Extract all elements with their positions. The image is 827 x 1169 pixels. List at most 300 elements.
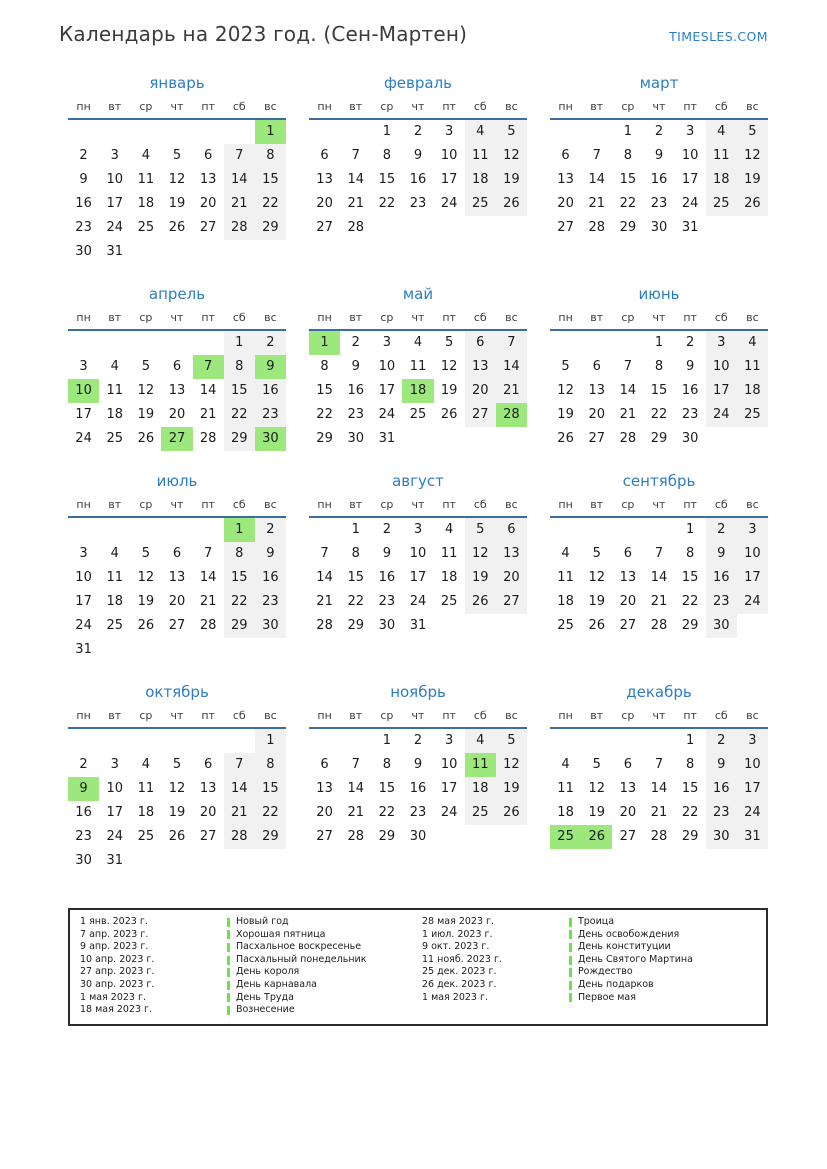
day-cell: 25 — [137, 829, 155, 844]
month-title: август — [392, 472, 444, 490]
day-cell: 12 — [737, 144, 768, 168]
day-cell: 19 — [440, 383, 458, 398]
empty-day-cell — [68, 729, 99, 753]
legend-column-right — [422, 916, 756, 1017]
weekday-header-row — [550, 707, 768, 729]
legend-date: 27 апр. 2023 г. — [80, 966, 155, 978]
legend-holiday-label: Пасхальный понедельник — [235, 953, 367, 965]
weekday-label: чт — [170, 498, 184, 511]
legend-holiday-label: Рождество — [577, 966, 633, 978]
legend-entry — [422, 992, 756, 1005]
day-cell: 31 — [378, 431, 396, 446]
day-cell: 18 — [106, 407, 123, 422]
day-cell: 20 — [619, 594, 637, 609]
holiday-marker-icon — [569, 943, 572, 952]
day-cell: 30 — [75, 853, 92, 868]
weekday-label: вт — [349, 311, 363, 324]
month-block-11 — [550, 681, 768, 849]
day-cell: 16 — [409, 172, 427, 187]
day-cell: 5 — [737, 120, 768, 144]
legend-date: 18 мая 2023 г. — [80, 1004, 153, 1016]
empty-day-cell — [643, 729, 674, 753]
day-cell: 10 — [409, 546, 427, 561]
day-cell: 5 — [172, 757, 182, 772]
empty-day-cell — [581, 729, 612, 753]
empty-day-cell — [550, 331, 581, 355]
day-cell: 29 — [255, 216, 286, 240]
month-title: июнь — [638, 285, 680, 303]
weekday-label: вт — [590, 100, 604, 113]
day-cell: 15 — [316, 383, 333, 398]
day-cell: 18 — [557, 594, 574, 609]
weekday-header-row — [309, 98, 527, 120]
weekday-label: сб — [714, 498, 728, 511]
day-cell: 18 — [137, 805, 155, 820]
day-cell: 9 — [351, 359, 360, 374]
day-cell: 31 — [106, 853, 123, 868]
day-cell: 8 — [654, 359, 664, 374]
day-cell: 11 — [465, 144, 496, 168]
day-cell: 27 — [496, 590, 527, 614]
weekday-label: чт — [652, 100, 666, 113]
day-cell: 19 — [168, 805, 186, 820]
day-cell: 23 — [75, 220, 92, 235]
day-cell: 20 — [199, 196, 217, 211]
day-cell: 16 — [409, 781, 427, 796]
empty-day-cell — [550, 518, 581, 542]
weekday-label: чт — [652, 709, 666, 722]
day-cell: 11 — [737, 355, 768, 379]
legend-date: 11 нояб. 2023 г. — [422, 953, 502, 965]
day-cell: 23 — [650, 196, 668, 211]
weekday-label: вс — [264, 709, 277, 722]
day-cell: 23 — [255, 590, 286, 614]
weekday-label: ср — [621, 100, 635, 113]
day-cell: 29 — [347, 618, 364, 633]
day-cell: 11 — [137, 781, 155, 796]
month-block-8 — [550, 470, 768, 638]
day-cell: 12 — [588, 781, 605, 796]
day-cell: 11 — [557, 570, 574, 585]
weekday-label: вс — [505, 709, 518, 722]
holiday-marker-icon — [227, 918, 230, 927]
day-cell: 15 — [681, 570, 699, 585]
day-cell: 2 — [382, 522, 391, 537]
site-link[interactable]: TIMESLES.COM — [669, 29, 768, 44]
empty-day-cell — [99, 120, 130, 144]
weekday-label: ср — [380, 498, 394, 511]
legend-date: 1 мая 2023 г. — [80, 991, 146, 1003]
day-cell: 28 — [588, 220, 605, 235]
day-cell: 25 — [465, 192, 496, 216]
day-cell: 19 — [588, 805, 605, 820]
day-cell: 12 — [168, 172, 186, 187]
day-cell: 13 — [316, 172, 333, 187]
day-cell: 28 — [199, 618, 217, 633]
month-title: июль — [156, 472, 198, 490]
day-cell: 4 — [141, 757, 150, 772]
day-cell: 17 — [75, 594, 92, 609]
weekday-label: вс — [746, 100, 759, 113]
day-cell: 19 — [465, 566, 496, 590]
day-cell: 16 — [75, 196, 92, 211]
weekday-label: пт — [683, 311, 697, 324]
legend-entry — [80, 941, 414, 954]
day-cell: 29 — [224, 427, 255, 451]
legend-date: 25 дек. 2023 г. — [422, 966, 497, 978]
day-cell: 13 — [199, 172, 217, 187]
weekday-label: вт — [590, 311, 604, 324]
month-block-4 — [309, 283, 527, 451]
day-cell: 20 — [496, 566, 527, 590]
weekday-header-row — [550, 496, 768, 518]
legend-holiday-label: День конституции — [577, 941, 671, 953]
month-block-7 — [309, 470, 527, 638]
day-cell: 17 — [681, 172, 699, 187]
day-cell: 22 — [681, 805, 699, 820]
day-cell: 8 — [685, 546, 695, 561]
month-days — [550, 729, 768, 849]
empty-day-cell — [581, 518, 612, 542]
day-cell: 28 — [224, 216, 255, 240]
day-cell: 25 — [106, 618, 123, 633]
day-cell: 21 — [650, 805, 668, 820]
holiday-day-cell: 1 — [309, 331, 340, 355]
month-block-5 — [550, 283, 768, 451]
holiday-marker-icon — [569, 981, 572, 990]
day-cell: 9 — [413, 148, 423, 163]
legend-holiday-label: День освобождения — [577, 928, 680, 940]
day-cell: 3 — [413, 522, 423, 537]
day-cell: 22 — [378, 805, 396, 820]
day-cell: 28 — [650, 618, 668, 633]
weekday-header-row — [309, 309, 527, 331]
day-cell: 28 — [224, 825, 255, 849]
day-cell: 16 — [75, 805, 92, 820]
day-cell: 13 — [557, 172, 574, 187]
day-cell: 17 — [706, 379, 737, 403]
day-cell: 7 — [496, 331, 527, 355]
month-title: февраль — [383, 74, 453, 92]
legend-entry — [80, 916, 414, 929]
legend-holiday-name — [569, 916, 614, 929]
weekday-label: пт — [683, 100, 697, 113]
day-cell: 26 — [440, 407, 458, 422]
day-cell: 1 — [351, 522, 360, 537]
day-cell: 16 — [706, 566, 737, 590]
day-cell: 6 — [465, 331, 496, 355]
day-cell: 20 — [316, 805, 333, 820]
day-cell: 18 — [557, 805, 574, 820]
day-cell: 8 — [320, 359, 329, 374]
day-cell: 17 — [378, 383, 396, 398]
day-cell: 6 — [320, 148, 329, 163]
day-cell: 27 — [168, 618, 186, 633]
weekday-header-row — [68, 496, 286, 518]
holiday-marker-icon — [569, 918, 572, 927]
day-cell: 17 — [106, 196, 123, 211]
weekday-label: вт — [108, 100, 122, 113]
day-cell: 14 — [347, 781, 364, 796]
holiday-day-cell: 28 — [496, 403, 527, 427]
day-cell: 8 — [382, 757, 391, 772]
legend-holiday-name — [227, 979, 317, 992]
day-cell: 19 — [557, 407, 574, 422]
holiday-day-cell: 9 — [68, 777, 99, 801]
day-cell: 14 — [588, 172, 605, 187]
legend-holiday-label: День Святого Мартина — [577, 953, 693, 965]
day-cell: 17 — [409, 570, 427, 585]
weekday-label: вс — [264, 100, 277, 113]
month-block-9 — [68, 681, 286, 873]
legend-holiday-label: Вознесение — [235, 1004, 295, 1016]
legend-holiday-name — [227, 954, 367, 967]
holiday-day-cell: 27 — [161, 427, 192, 451]
day-cell: 20 — [588, 407, 605, 422]
day-cell: 28 — [347, 220, 364, 235]
month-block-2 — [550, 72, 768, 240]
holiday-day-cell: 9 — [255, 355, 286, 379]
weekday-label: пт — [683, 498, 697, 511]
month-title: апрель — [148, 285, 206, 303]
day-cell: 6 — [172, 546, 182, 561]
weekday-label: вт — [108, 498, 122, 511]
day-cell: 14 — [496, 355, 527, 379]
weekday-label: пт — [201, 709, 215, 722]
day-cell: 23 — [409, 805, 427, 820]
holiday-marker-icon — [569, 968, 572, 977]
day-cell: 8 — [351, 546, 360, 561]
day-cell: 13 — [619, 570, 637, 585]
legend-date: 10 апр. 2023 г. — [80, 953, 155, 965]
day-cell: 23 — [681, 407, 699, 422]
day-cell: 30 — [650, 220, 668, 235]
day-cell: 15 — [224, 379, 255, 403]
day-cell: 8 — [382, 148, 391, 163]
weekday-label: ср — [139, 100, 153, 113]
day-cell: 22 — [681, 594, 699, 609]
holiday-day-cell: 7 — [193, 355, 224, 379]
day-cell: 13 — [496, 542, 527, 566]
weekday-label: вс — [505, 498, 518, 511]
holiday-marker-icon — [227, 930, 230, 939]
day-cell: 17 — [737, 566, 768, 590]
day-cell: 2 — [351, 335, 360, 350]
weekday-label: вс — [264, 498, 277, 511]
holiday-day-cell: 1 — [255, 120, 286, 144]
day-cell: 12 — [588, 570, 605, 585]
day-cell: 4 — [561, 757, 570, 772]
holiday-day-cell: 1 — [224, 518, 255, 542]
weekday-label: пн — [317, 311, 332, 324]
day-cell: 23 — [409, 196, 427, 211]
day-cell: 31 — [106, 244, 123, 259]
day-cell: 5 — [141, 546, 150, 561]
day-cell: 10 — [440, 757, 458, 772]
weekday-label: пт — [442, 311, 456, 324]
weekday-label: вт — [349, 498, 363, 511]
day-cell: 19 — [168, 196, 186, 211]
legend-entry — [80, 979, 414, 992]
month-title: ноябрь — [390, 683, 446, 701]
weekday-label: пн — [558, 100, 573, 113]
day-cell: 4 — [561, 546, 570, 561]
day-cell: 1 — [224, 331, 255, 355]
day-cell: 2 — [685, 335, 695, 350]
day-cell: 22 — [619, 196, 637, 211]
day-cell: 29 — [316, 431, 333, 446]
legend-holiday-label: День короля — [235, 966, 300, 978]
empty-day-cell — [340, 729, 371, 753]
day-cell: 19 — [588, 594, 605, 609]
day-cell: 27 — [199, 829, 217, 844]
day-cell: 26 — [588, 618, 605, 633]
day-cell: 7 — [320, 546, 329, 561]
day-cell: 19 — [137, 594, 155, 609]
day-cell: 19 — [737, 168, 768, 192]
month-title: декабрь — [626, 683, 692, 701]
empty-day-cell — [68, 120, 99, 144]
day-cell: 10 — [106, 781, 123, 796]
day-cell: 3 — [79, 359, 88, 374]
day-cell: 10 — [737, 753, 768, 777]
day-cell: 5 — [172, 148, 182, 163]
day-cell: 3 — [110, 148, 119, 163]
weekday-label: пт — [442, 100, 456, 113]
legend-holiday-name — [569, 992, 636, 1005]
day-cell: 29 — [378, 829, 396, 844]
weekday-header-row — [550, 98, 768, 120]
day-cell: 11 — [106, 570, 123, 585]
day-cell: 26 — [168, 829, 186, 844]
weekday-label: пн — [76, 311, 91, 324]
day-cell: 22 — [255, 801, 286, 825]
day-cell: 31 — [681, 220, 699, 235]
holiday-marker-icon — [569, 993, 572, 1002]
day-cell: 1 — [623, 124, 632, 139]
day-cell: 4 — [141, 148, 150, 163]
weekday-label: ср — [621, 709, 635, 722]
weekday-label: пн — [558, 311, 573, 324]
day-cell: 18 — [137, 196, 155, 211]
empty-day-cell — [550, 120, 581, 144]
day-cell: 31 — [737, 825, 768, 849]
weekday-label: вс — [264, 311, 277, 324]
day-cell: 3 — [444, 733, 454, 748]
weekday-label: вс — [505, 311, 518, 324]
weekday-label: вс — [505, 100, 518, 113]
day-cell: 4 — [706, 120, 737, 144]
empty-day-cell — [193, 120, 224, 144]
weekday-header-row — [550, 309, 768, 331]
month-block-3 — [68, 283, 286, 451]
day-cell: 25 — [440, 594, 458, 609]
day-cell: 23 — [255, 403, 286, 427]
empty-day-cell — [130, 729, 161, 753]
day-cell: 7 — [351, 757, 360, 772]
legend-holiday-name — [569, 929, 679, 942]
day-cell: 16 — [650, 172, 668, 187]
month-days — [68, 120, 286, 264]
weekday-label: сб — [232, 311, 246, 324]
legend-box — [68, 908, 768, 1026]
day-cell: 10 — [737, 542, 768, 566]
day-cell: 24 — [737, 801, 768, 825]
day-cell: 7 — [623, 359, 632, 374]
day-cell: 13 — [619, 781, 637, 796]
empty-day-cell — [309, 120, 340, 144]
day-cell: 8 — [255, 144, 286, 168]
day-cell: 18 — [465, 168, 496, 192]
empty-day-cell — [99, 729, 130, 753]
day-cell: 25 — [409, 407, 427, 422]
day-cell: 7 — [203, 546, 213, 561]
empty-day-cell — [161, 729, 192, 753]
day-cell: 4 — [413, 335, 423, 350]
legend-date: 1 июл. 2023 г. — [422, 928, 493, 940]
day-cell: 21 — [224, 801, 255, 825]
holiday-day-cell: 10 — [68, 379, 99, 403]
day-cell: 8 — [623, 148, 632, 163]
day-cell: 22 — [347, 594, 364, 609]
day-cell: 9 — [654, 148, 664, 163]
weekday-label: ср — [139, 498, 153, 511]
day-cell: 9 — [685, 359, 695, 374]
legend-date: 1 янв. 2023 г. — [80, 916, 148, 927]
weekday-label: пт — [683, 709, 697, 722]
day-cell: 3 — [110, 757, 119, 772]
day-cell: 10 — [681, 148, 699, 163]
weekday-label: пн — [558, 709, 573, 722]
day-cell: 7 — [592, 148, 601, 163]
day-cell: 9 — [413, 757, 423, 772]
weekday-label: вс — [746, 498, 759, 511]
holiday-day-cell: 26 — [581, 825, 612, 849]
weekday-label: чт — [170, 709, 184, 722]
month-title: январь — [149, 74, 205, 92]
empty-day-cell — [309, 518, 340, 542]
month-days — [68, 518, 286, 662]
holiday-day-cell: 18 — [402, 379, 433, 403]
day-cell: 27 — [316, 220, 333, 235]
day-cell: 4 — [465, 120, 496, 144]
day-cell: 2 — [79, 757, 88, 772]
legend-entry — [422, 954, 756, 967]
day-cell: 24 — [75, 618, 92, 633]
day-cell: 29 — [619, 220, 637, 235]
day-cell: 7 — [224, 753, 255, 777]
day-cell: 18 — [440, 570, 458, 585]
legend-date: 7 апр. 2023 г. — [80, 928, 149, 940]
month-days — [309, 331, 527, 451]
day-cell: 20 — [199, 805, 217, 820]
day-cell: 26 — [557, 431, 574, 446]
day-cell: 23 — [378, 594, 396, 609]
weekday-header-row — [68, 98, 286, 120]
empty-day-cell — [224, 729, 255, 753]
day-cell: 20 — [168, 407, 186, 422]
day-cell: 15 — [650, 383, 668, 398]
day-cell: 13 — [168, 383, 186, 398]
day-cell: 30 — [681, 431, 699, 446]
day-cell: 29 — [681, 618, 699, 633]
legend-holiday-label: Пасхальное воскресенье — [235, 941, 362, 953]
day-cell: 1 — [685, 733, 695, 748]
day-cell: 20 — [168, 594, 186, 609]
holiday-day-cell: 25 — [550, 825, 581, 849]
legend-entry — [80, 929, 414, 942]
legend-holiday-name — [227, 941, 361, 954]
